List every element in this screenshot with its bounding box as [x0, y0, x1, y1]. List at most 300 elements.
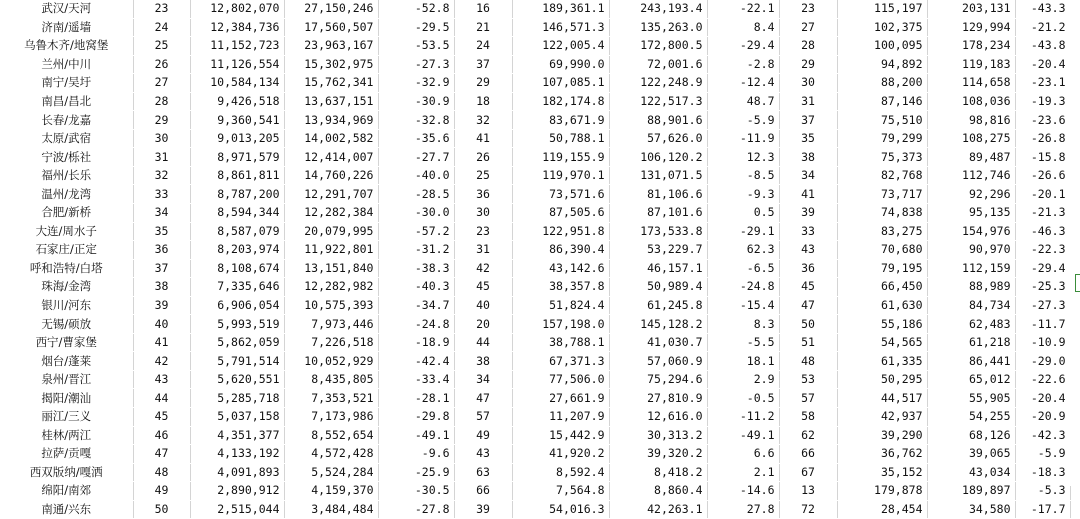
movement-change-cell[interactable]: -43.8 — [1015, 37, 1070, 56]
cargo-previous-cell[interactable]: 27,810.9 — [609, 389, 707, 408]
cargo-rank-cell[interactable]: 37 — [454, 55, 512, 74]
cargo-change-cell[interactable]: -29.1 — [707, 222, 779, 241]
passenger-rank-cell[interactable]: 40 — [133, 315, 190, 334]
airport-name-cell[interactable]: 泉州/晋江 — [0, 370, 133, 389]
movement-previous-cell[interactable]: 154,976 — [927, 222, 1015, 241]
passenger-previous-cell[interactable]: 7,173,986 — [284, 408, 378, 427]
cargo-rank-cell[interactable]: 23 — [454, 222, 512, 241]
movement-rank-cell[interactable]: 57 — [779, 389, 837, 408]
passenger-current-cell[interactable]: 2,890,912 — [190, 482, 284, 501]
movement-rank-cell[interactable]: 50 — [779, 315, 837, 334]
cargo-rank-cell[interactable]: 40 — [454, 296, 512, 315]
passenger-change-cell[interactable]: -32.9 — [378, 74, 454, 93]
movement-change-cell[interactable]: -5.9 — [1015, 445, 1070, 464]
cargo-change-cell[interactable]: -11.2 — [707, 408, 779, 427]
cargo-change-cell[interactable]: -15.4 — [707, 296, 779, 315]
passenger-rank-cell[interactable]: 29 — [133, 111, 190, 130]
passenger-previous-cell[interactable]: 12,282,982 — [284, 278, 378, 297]
passenger-previous-cell[interactable]: 23,963,167 — [284, 37, 378, 56]
passenger-previous-cell[interactable]: 7,973,446 — [284, 315, 378, 334]
cargo-rank-cell[interactable]: 45 — [454, 278, 512, 297]
movement-previous-cell[interactable]: 98,816 — [927, 111, 1015, 130]
cargo-previous-cell[interactable]: 50,989.4 — [609, 278, 707, 297]
passenger-change-cell[interactable]: -27.8 — [378, 500, 454, 519]
airport-name-cell[interactable]: 南通/兴东 — [0, 500, 133, 519]
passenger-change-cell[interactable]: -25.9 — [378, 463, 454, 482]
airport-name-cell[interactable]: 桂林/两江 — [0, 426, 133, 445]
movement-change-cell[interactable]: -43.3 — [1015, 0, 1070, 18]
cargo-current-cell[interactable]: 51,824.4 — [512, 296, 609, 315]
movement-previous-cell[interactable]: 119,183 — [927, 55, 1015, 74]
cargo-rank-cell[interactable]: 32 — [454, 111, 512, 130]
movement-rank-cell[interactable]: 23 — [779, 0, 837, 18]
movement-previous-cell[interactable]: 95,135 — [927, 204, 1015, 223]
passenger-change-cell[interactable]: -30.5 — [378, 482, 454, 501]
movement-change-cell[interactable]: -17.7 — [1015, 500, 1070, 519]
cargo-rank-cell[interactable]: 25 — [454, 166, 512, 185]
cargo-rank-cell[interactable]: 38 — [454, 352, 512, 371]
passenger-current-cell[interactable]: 8,594,344 — [190, 204, 284, 223]
movement-rank-cell[interactable]: 28 — [779, 37, 837, 56]
passenger-current-cell[interactable]: 5,285,718 — [190, 389, 284, 408]
cargo-change-cell[interactable]: -11.9 — [707, 129, 779, 148]
movement-previous-cell[interactable]: 88,989 — [927, 278, 1015, 297]
cargo-change-cell[interactable]: -2.8 — [707, 55, 779, 74]
airport-name-cell[interactable]: 西双版纳/嘎洒 — [0, 463, 133, 482]
passenger-rank-cell[interactable]: 49 — [133, 482, 190, 501]
passenger-change-cell[interactable]: -40.0 — [378, 166, 454, 185]
passenger-rank-cell[interactable]: 44 — [133, 389, 190, 408]
movement-change-cell[interactable]: -26.6 — [1015, 166, 1070, 185]
movement-change-cell[interactable]: -18.3 — [1015, 463, 1070, 482]
movement-rank-cell[interactable]: 66 — [779, 445, 837, 464]
movement-change-cell[interactable]: -29.4 — [1015, 259, 1070, 278]
cargo-current-cell[interactable]: 119,970.1 — [512, 166, 609, 185]
cargo-previous-cell[interactable]: 243,193.4 — [609, 0, 707, 18]
cargo-change-cell[interactable]: -12.4 — [707, 74, 779, 93]
passenger-rank-cell[interactable]: 24 — [133, 18, 190, 37]
airport-name-cell[interactable]: 乌鲁木齐/地窝堡 — [0, 37, 133, 56]
passenger-change-cell[interactable]: -24.8 — [378, 315, 454, 334]
passenger-rank-cell[interactable]: 23 — [133, 0, 190, 18]
passenger-rank-cell[interactable]: 39 — [133, 296, 190, 315]
passenger-rank-cell[interactable]: 36 — [133, 241, 190, 260]
airport-name-cell[interactable]: 珠海/金湾 — [0, 278, 133, 297]
passenger-current-cell[interactable]: 5,620,551 — [190, 370, 284, 389]
cargo-change-cell[interactable]: 27.8 — [707, 500, 779, 519]
airport-name-cell[interactable]: 石家庄/正定 — [0, 241, 133, 260]
cargo-current-cell[interactable]: 43,142.6 — [512, 259, 609, 278]
airport-name-cell[interactable]: 太原/武宿 — [0, 129, 133, 148]
passenger-change-cell[interactable]: -49.1 — [378, 426, 454, 445]
movement-change-cell[interactable]: -5.3 — [1015, 482, 1070, 501]
passenger-change-cell[interactable]: -38.3 — [378, 259, 454, 278]
passenger-current-cell[interactable]: 8,971,579 — [190, 148, 284, 167]
cargo-current-cell[interactable]: 122,005.4 — [512, 37, 609, 56]
cargo-previous-cell[interactable]: 173,533.8 — [609, 222, 707, 241]
cargo-current-cell[interactable]: 50,788.1 — [512, 129, 609, 148]
passenger-current-cell[interactable]: 10,584,134 — [190, 74, 284, 93]
passenger-previous-cell[interactable]: 15,762,341 — [284, 74, 378, 93]
passenger-current-cell[interactable]: 7,335,646 — [190, 278, 284, 297]
movement-rank-cell[interactable]: 33 — [779, 222, 837, 241]
cargo-current-cell[interactable]: 119,155.9 — [512, 148, 609, 167]
movement-current-cell[interactable]: 44,517 — [837, 389, 927, 408]
movement-rank-cell[interactable]: 51 — [779, 333, 837, 352]
passenger-change-cell[interactable]: -28.5 — [378, 185, 454, 204]
movement-previous-cell[interactable]: 92,296 — [927, 185, 1015, 204]
movement-previous-cell[interactable]: 54,255 — [927, 408, 1015, 427]
cargo-current-cell[interactable]: 107,085.1 — [512, 74, 609, 93]
airport-name-cell[interactable]: 无锡/硕放 — [0, 315, 133, 334]
movement-previous-cell[interactable]: 178,234 — [927, 37, 1015, 56]
passenger-current-cell[interactable]: 5,037,158 — [190, 408, 284, 427]
cargo-rank-cell[interactable]: 36 — [454, 185, 512, 204]
cargo-current-cell[interactable]: 38,788.1 — [512, 333, 609, 352]
passenger-previous-cell[interactable]: 14,760,226 — [284, 166, 378, 185]
passenger-previous-cell[interactable]: 10,052,929 — [284, 352, 378, 371]
movement-previous-cell[interactable]: 114,658 — [927, 74, 1015, 93]
movement-change-cell[interactable]: -21.2 — [1015, 18, 1070, 37]
cargo-rank-cell[interactable]: 43 — [454, 445, 512, 464]
cargo-previous-cell[interactable]: 8,418.2 — [609, 463, 707, 482]
movement-change-cell[interactable]: -25.3 — [1015, 278, 1070, 297]
passenger-previous-cell[interactable]: 5,524,284 — [284, 463, 378, 482]
movement-previous-cell[interactable]: 108,275 — [927, 129, 1015, 148]
cargo-previous-cell[interactable]: 30,313.2 — [609, 426, 707, 445]
movement-change-cell[interactable]: -20.9 — [1015, 408, 1070, 427]
passenger-rank-cell[interactable]: 46 — [133, 426, 190, 445]
cargo-current-cell[interactable]: 73,571.6 — [512, 185, 609, 204]
airport-name-cell[interactable]: 大连/周水子 — [0, 222, 133, 241]
passenger-previous-cell[interactable]: 3,484,484 — [284, 500, 378, 519]
movement-rank-cell[interactable]: 43 — [779, 241, 837, 260]
cargo-change-cell[interactable]: -0.5 — [707, 389, 779, 408]
passenger-previous-cell[interactable]: 15,302,975 — [284, 55, 378, 74]
cargo-current-cell[interactable]: 67,371.3 — [512, 352, 609, 371]
passenger-previous-cell[interactable]: 10,575,393 — [284, 296, 378, 315]
passenger-previous-cell[interactable]: 7,353,521 — [284, 389, 378, 408]
cargo-rank-cell[interactable]: 42 — [454, 259, 512, 278]
movement-previous-cell[interactable]: 108,036 — [927, 92, 1015, 111]
cargo-previous-cell[interactable]: 42,263.1 — [609, 500, 707, 519]
cargo-previous-cell[interactable]: 145,128.2 — [609, 315, 707, 334]
movement-rank-cell[interactable]: 35 — [779, 129, 837, 148]
cargo-change-cell[interactable]: -22.1 — [707, 0, 779, 18]
movement-change-cell[interactable]: -20.1 — [1015, 185, 1070, 204]
airport-name-cell[interactable]: 绵阳/南郊 — [0, 482, 133, 501]
cargo-rank-cell[interactable]: 39 — [454, 500, 512, 519]
cargo-change-cell[interactable]: 6.6 — [707, 445, 779, 464]
movement-change-cell[interactable]: -15.8 — [1015, 148, 1070, 167]
passenger-current-cell[interactable]: 8,587,079 — [190, 222, 284, 241]
passenger-rank-cell[interactable]: 42 — [133, 352, 190, 371]
passenger-previous-cell[interactable]: 13,151,840 — [284, 259, 378, 278]
passenger-change-cell[interactable]: -18.9 — [378, 333, 454, 352]
movement-change-cell[interactable]: -22.6 — [1015, 370, 1070, 389]
airport-name-cell[interactable]: 宁波/栎社 — [0, 148, 133, 167]
passenger-change-cell[interactable]: -29.8 — [378, 408, 454, 427]
cargo-current-cell[interactable]: 189,361.1 — [512, 0, 609, 18]
passenger-change-cell[interactable]: -27.3 — [378, 55, 454, 74]
cargo-current-cell[interactable]: 41,920.2 — [512, 445, 609, 464]
airport-name-cell[interactable]: 兰州/中川 — [0, 55, 133, 74]
cargo-change-cell[interactable]: 12.3 — [707, 148, 779, 167]
passenger-current-cell[interactable]: 8,861,811 — [190, 166, 284, 185]
cargo-rank-cell[interactable]: 41 — [454, 129, 512, 148]
passenger-previous-cell[interactable]: 7,226,518 — [284, 333, 378, 352]
passenger-previous-cell[interactable]: 12,414,007 — [284, 148, 378, 167]
passenger-rank-cell[interactable]: 33 — [133, 185, 190, 204]
movement-previous-cell[interactable]: 129,994 — [927, 18, 1015, 37]
movement-rank-cell[interactable]: 45 — [779, 278, 837, 297]
cargo-previous-cell[interactable]: 135,263.0 — [609, 18, 707, 37]
movement-change-cell[interactable]: -23.6 — [1015, 111, 1070, 130]
cargo-current-cell[interactable]: 7,564.8 — [512, 482, 609, 501]
passenger-change-cell[interactable]: -33.4 — [378, 370, 454, 389]
passenger-current-cell[interactable]: 9,426,518 — [190, 92, 284, 111]
passenger-rank-cell[interactable]: 48 — [133, 463, 190, 482]
movement-rank-cell[interactable]: 36 — [779, 259, 837, 278]
movement-change-cell[interactable]: -20.4 — [1015, 55, 1070, 74]
passenger-rank-cell[interactable]: 26 — [133, 55, 190, 74]
cargo-change-cell[interactable]: -24.8 — [707, 278, 779, 297]
cargo-current-cell[interactable]: 15,442.9 — [512, 426, 609, 445]
airport-name-cell[interactable]: 长春/龙嘉 — [0, 111, 133, 130]
movement-previous-cell[interactable]: 65,012 — [927, 370, 1015, 389]
cargo-change-cell[interactable]: 48.7 — [707, 92, 779, 111]
cargo-change-cell[interactable]: -49.1 — [707, 426, 779, 445]
cargo-change-cell[interactable]: -29.4 — [707, 37, 779, 56]
passenger-change-cell[interactable]: -57.2 — [378, 222, 454, 241]
movement-rank-cell[interactable]: 48 — [779, 352, 837, 371]
passenger-current-cell[interactable]: 11,152,723 — [190, 37, 284, 56]
cargo-previous-cell[interactable]: 172,800.5 — [609, 37, 707, 56]
passenger-change-cell[interactable]: -30.9 — [378, 92, 454, 111]
movement-current-cell[interactable]: 102,375 — [837, 18, 927, 37]
passenger-previous-cell[interactable]: 8,552,654 — [284, 426, 378, 445]
passenger-change-cell[interactable]: -42.4 — [378, 352, 454, 371]
movement-previous-cell[interactable]: 61,218 — [927, 333, 1015, 352]
cargo-rank-cell[interactable]: 47 — [454, 389, 512, 408]
cargo-rank-cell[interactable]: 26 — [454, 148, 512, 167]
cell-selection-edge[interactable] — [1075, 274, 1080, 292]
passenger-rank-cell[interactable]: 34 — [133, 204, 190, 223]
cargo-current-cell[interactable]: 69,990.0 — [512, 55, 609, 74]
passenger-change-cell[interactable]: -40.3 — [378, 278, 454, 297]
movement-rank-cell[interactable]: 13 — [779, 482, 837, 501]
cargo-current-cell[interactable]: 8,592.4 — [512, 463, 609, 482]
cargo-previous-cell[interactable]: 39,320.2 — [609, 445, 707, 464]
cargo-rank-cell[interactable]: 29 — [454, 74, 512, 93]
passenger-current-cell[interactable]: 5,993,519 — [190, 315, 284, 334]
passenger-previous-cell[interactable]: 14,002,582 — [284, 129, 378, 148]
cargo-change-cell[interactable]: -8.5 — [707, 166, 779, 185]
movement-current-cell[interactable]: 61,630 — [837, 296, 927, 315]
movement-previous-cell[interactable]: 84,734 — [927, 296, 1015, 315]
cargo-current-cell[interactable]: 77,506.0 — [512, 370, 609, 389]
movement-previous-cell[interactable]: 189,897 — [927, 482, 1015, 501]
airport-name-cell[interactable]: 揭阳/潮汕 — [0, 389, 133, 408]
cargo-change-cell[interactable]: -14.6 — [707, 482, 779, 501]
cargo-previous-cell[interactable]: 131,071.5 — [609, 166, 707, 185]
cargo-previous-cell[interactable]: 8,860.4 — [609, 482, 707, 501]
passenger-change-cell[interactable]: -52.8 — [378, 0, 454, 18]
passenger-rank-cell[interactable]: 41 — [133, 333, 190, 352]
cargo-rank-cell[interactable]: 20 — [454, 315, 512, 334]
movement-rank-cell[interactable]: 47 — [779, 296, 837, 315]
passenger-change-cell[interactable]: -9.6 — [378, 445, 454, 464]
passenger-current-cell[interactable]: 2,515,044 — [190, 500, 284, 519]
passenger-current-cell[interactable]: 8,787,200 — [190, 185, 284, 204]
airport-name-cell[interactable]: 拉萨/贡嘎 — [0, 445, 133, 464]
cargo-current-cell[interactable]: 27,661.9 — [512, 389, 609, 408]
movement-current-cell[interactable]: 82,768 — [837, 166, 927, 185]
cargo-previous-cell[interactable]: 57,060.9 — [609, 352, 707, 371]
passenger-change-cell[interactable]: -35.6 — [378, 129, 454, 148]
movement-current-cell[interactable]: 75,510 — [837, 111, 927, 130]
passenger-current-cell[interactable]: 4,133,192 — [190, 445, 284, 464]
movement-previous-cell[interactable]: 43,034 — [927, 463, 1015, 482]
movement-change-cell[interactable]: -20.4 — [1015, 389, 1070, 408]
airport-name-cell[interactable]: 福州/长乐 — [0, 166, 133, 185]
passenger-rank-cell[interactable]: 47 — [133, 445, 190, 464]
passenger-change-cell[interactable]: -30.0 — [378, 204, 454, 223]
cargo-previous-cell[interactable]: 46,157.1 — [609, 259, 707, 278]
movement-rank-cell[interactable]: 62 — [779, 426, 837, 445]
cargo-previous-cell[interactable]: 57,626.0 — [609, 129, 707, 148]
movement-rank-cell[interactable]: 39 — [779, 204, 837, 223]
airport-name-cell[interactable]: 呼和浩特/白塔 — [0, 259, 133, 278]
movement-change-cell[interactable]: -27.3 — [1015, 296, 1070, 315]
cargo-change-cell[interactable]: 0.5 — [707, 204, 779, 223]
movement-previous-cell[interactable]: 86,441 — [927, 352, 1015, 371]
passenger-rank-cell[interactable]: 35 — [133, 222, 190, 241]
movement-current-cell[interactable]: 79,299 — [837, 129, 927, 148]
airport-name-cell[interactable]: 南昌/昌北 — [0, 92, 133, 111]
movement-current-cell[interactable]: 75,373 — [837, 148, 927, 167]
passenger-previous-cell[interactable]: 11,922,801 — [284, 241, 378, 260]
airport-name-cell[interactable]: 合肥/新桥 — [0, 204, 133, 223]
passenger-current-cell[interactable]: 6,906,054 — [190, 296, 284, 315]
passenger-current-cell[interactable]: 11,126,554 — [190, 55, 284, 74]
passenger-change-cell[interactable]: -32.8 — [378, 111, 454, 130]
movement-rank-cell[interactable]: 53 — [779, 370, 837, 389]
cargo-previous-cell[interactable]: 81,106.6 — [609, 185, 707, 204]
passenger-current-cell[interactable]: 5,862,059 — [190, 333, 284, 352]
cargo-previous-cell[interactable]: 53,229.7 — [609, 241, 707, 260]
passenger-current-cell[interactable]: 9,013,205 — [190, 129, 284, 148]
cargo-rank-cell[interactable]: 16 — [454, 0, 512, 18]
cargo-rank-cell[interactable]: 49 — [454, 426, 512, 445]
passenger-rank-cell[interactable]: 27 — [133, 74, 190, 93]
movement-rank-cell[interactable]: 58 — [779, 408, 837, 427]
passenger-change-cell[interactable]: -28.1 — [378, 389, 454, 408]
movement-previous-cell[interactable]: 68,126 — [927, 426, 1015, 445]
movement-previous-cell[interactable]: 89,487 — [927, 148, 1015, 167]
movement-current-cell[interactable]: 87,146 — [837, 92, 927, 111]
passenger-rank-cell[interactable]: 30 — [133, 129, 190, 148]
passenger-current-cell[interactable]: 4,351,377 — [190, 426, 284, 445]
movement-current-cell[interactable]: 61,335 — [837, 352, 927, 371]
airport-name-cell[interactable]: 济南/遥墙 — [0, 18, 133, 37]
cargo-current-cell[interactable]: 146,571.3 — [512, 18, 609, 37]
passenger-current-cell[interactable]: 5,791,514 — [190, 352, 284, 371]
cargo-rank-cell[interactable]: 44 — [454, 333, 512, 352]
movement-current-cell[interactable]: 35,152 — [837, 463, 927, 482]
airport-name-cell[interactable]: 西宁/曹家堡 — [0, 333, 133, 352]
movement-current-cell[interactable]: 83,275 — [837, 222, 927, 241]
passenger-previous-cell[interactable]: 4,159,370 — [284, 482, 378, 501]
movement-change-cell[interactable]: -42.3 — [1015, 426, 1070, 445]
passenger-change-cell[interactable]: -27.7 — [378, 148, 454, 167]
movement-rank-cell[interactable]: 29 — [779, 55, 837, 74]
passenger-current-cell[interactable]: 4,091,893 — [190, 463, 284, 482]
movement-previous-cell[interactable]: 39,065 — [927, 445, 1015, 464]
movement-rank-cell[interactable]: 37 — [779, 111, 837, 130]
passenger-rank-cell[interactable]: 31 — [133, 148, 190, 167]
passenger-previous-cell[interactable]: 13,637,151 — [284, 92, 378, 111]
movement-change-cell[interactable]: -22.3 — [1015, 241, 1070, 260]
movement-previous-cell[interactable]: 112,746 — [927, 166, 1015, 185]
airport-name-cell[interactable]: 武汉/天河 — [0, 0, 133, 18]
cargo-current-cell[interactable]: 54,016.3 — [512, 500, 609, 519]
passenger-rank-cell[interactable]: 25 — [133, 37, 190, 56]
cargo-previous-cell[interactable]: 75,294.6 — [609, 370, 707, 389]
movement-change-cell[interactable]: -26.8 — [1015, 129, 1070, 148]
movement-current-cell[interactable]: 55,186 — [837, 315, 927, 334]
passenger-current-cell[interactable]: 9,360,541 — [190, 111, 284, 130]
passenger-previous-cell[interactable]: 12,291,707 — [284, 185, 378, 204]
movement-current-cell[interactable]: 36,762 — [837, 445, 927, 464]
cargo-previous-cell[interactable]: 87,101.6 — [609, 204, 707, 223]
passenger-previous-cell[interactable]: 20,079,995 — [284, 222, 378, 241]
movement-current-cell[interactable]: 179,878 — [837, 482, 927, 501]
movement-previous-cell[interactable]: 62,483 — [927, 315, 1015, 334]
cargo-rank-cell[interactable]: 57 — [454, 408, 512, 427]
cargo-change-cell[interactable]: 2.9 — [707, 370, 779, 389]
passenger-rank-cell[interactable]: 32 — [133, 166, 190, 185]
movement-current-cell[interactable]: 94,892 — [837, 55, 927, 74]
cargo-previous-cell[interactable]: 72,001.6 — [609, 55, 707, 74]
movement-rank-cell[interactable]: 41 — [779, 185, 837, 204]
movement-current-cell[interactable]: 100,095 — [837, 37, 927, 56]
passenger-current-cell[interactable]: 12,384,736 — [190, 18, 284, 37]
cargo-current-cell[interactable]: 87,505.6 — [512, 204, 609, 223]
movement-previous-cell[interactable]: 90,970 — [927, 241, 1015, 260]
movement-current-cell[interactable]: 88,200 — [837, 74, 927, 93]
passenger-previous-cell[interactable]: 13,934,969 — [284, 111, 378, 130]
movement-change-cell[interactable]: -46.3 — [1015, 222, 1070, 241]
passenger-rank-cell[interactable]: 45 — [133, 408, 190, 427]
cargo-previous-cell[interactable]: 88,901.6 — [609, 111, 707, 130]
cargo-rank-cell[interactable]: 31 — [454, 241, 512, 260]
passenger-previous-cell[interactable]: 4,572,428 — [284, 445, 378, 464]
movement-change-cell[interactable]: -19.3 — [1015, 92, 1070, 111]
movement-rank-cell[interactable]: 27 — [779, 18, 837, 37]
passenger-change-cell[interactable]: -29.5 — [378, 18, 454, 37]
cargo-change-cell[interactable]: -5.9 — [707, 111, 779, 130]
cargo-rank-cell[interactable]: 24 — [454, 37, 512, 56]
movement-current-cell[interactable]: 66,450 — [837, 278, 927, 297]
movement-current-cell[interactable]: 42,937 — [837, 408, 927, 427]
cargo-previous-cell[interactable]: 12,616.0 — [609, 408, 707, 427]
movement-change-cell[interactable]: -11.7 — [1015, 315, 1070, 334]
movement-current-cell[interactable]: 50,295 — [837, 370, 927, 389]
airport-name-cell[interactable]: 温州/龙湾 — [0, 185, 133, 204]
movement-previous-cell[interactable]: 34,580 — [927, 500, 1015, 519]
movement-current-cell[interactable]: 28,454 — [837, 500, 927, 519]
